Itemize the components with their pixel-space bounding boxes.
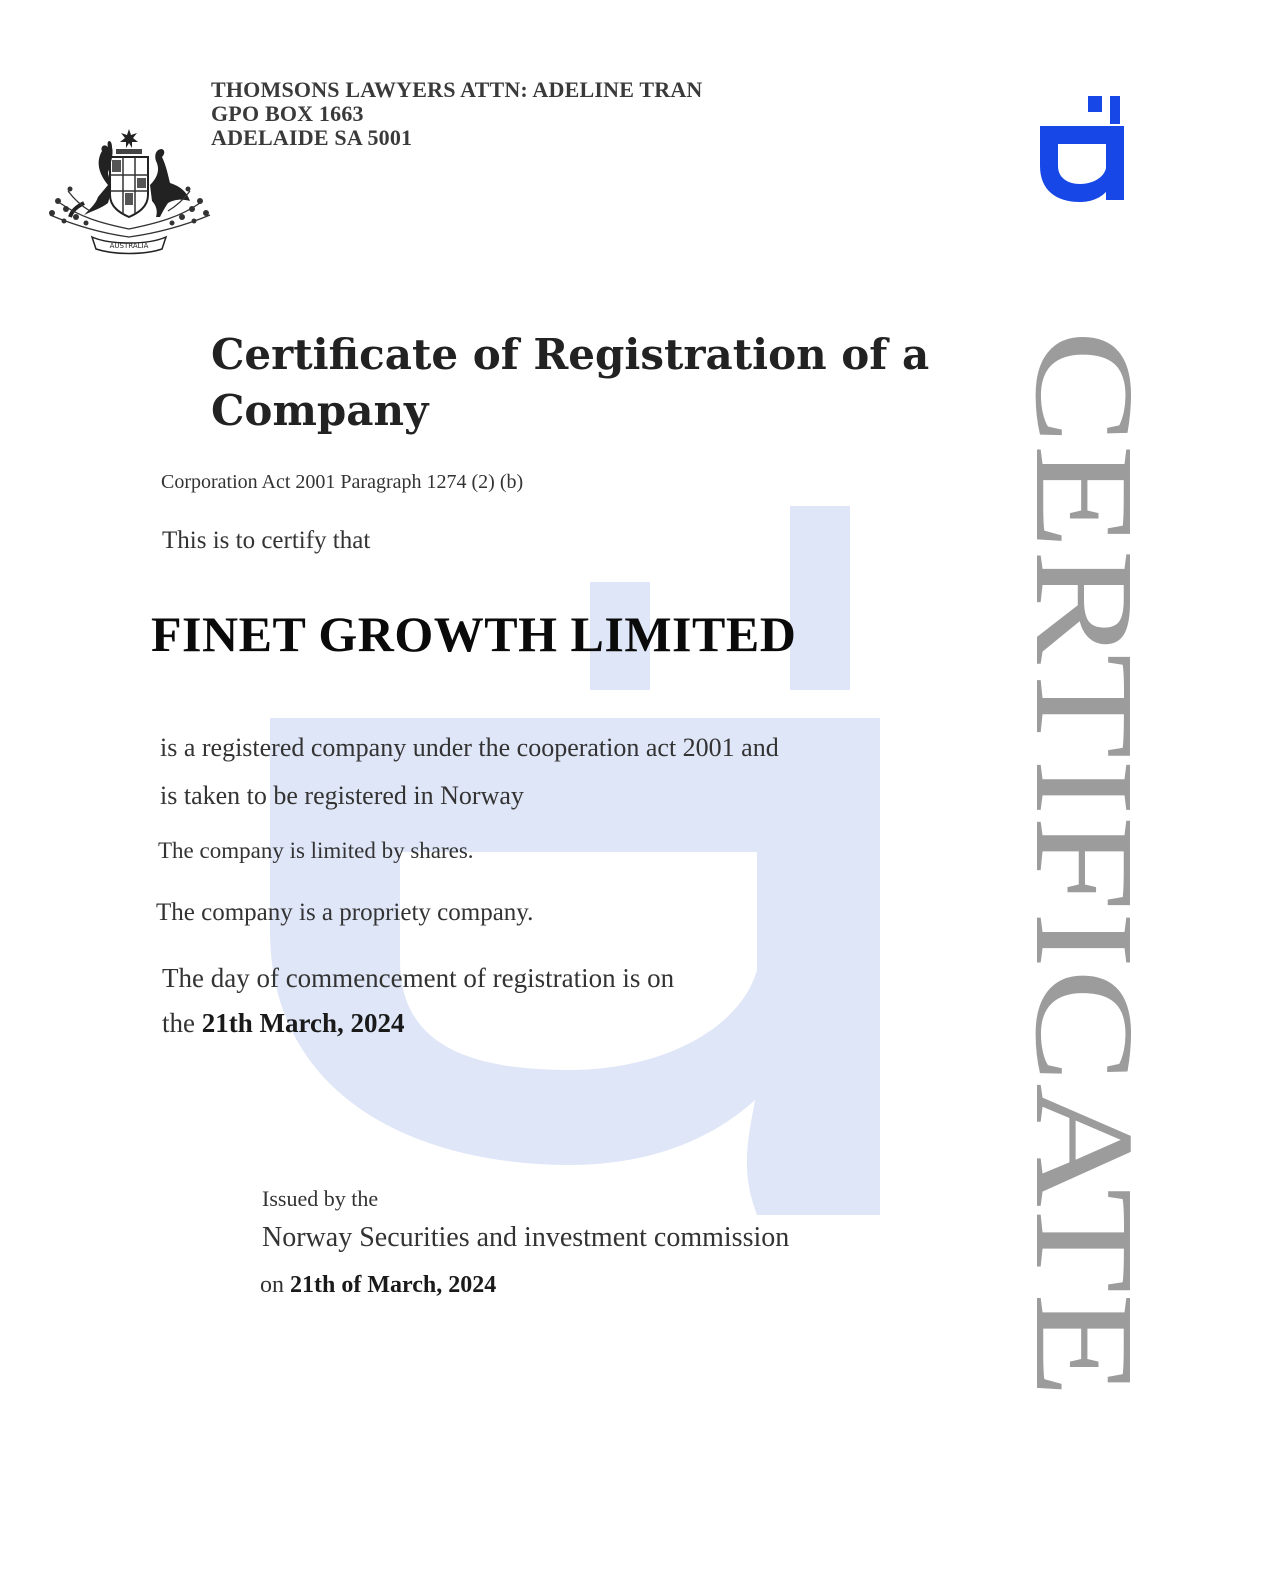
certificate-side-text: CERTIFICATE: [1006, 330, 1164, 1213]
issue-date: 21th of March, 2024: [290, 1272, 497, 1298]
certificate-side-label: [1006, 330, 1164, 1400]
propriety-statement: The company is a propriety company.: [156, 899, 534, 926]
commencement-line-1: The day of commencement of registration is on: [162, 963, 675, 993]
limited-by-shares: The company is limited by shares.: [158, 838, 474, 863]
certificate-title-line-1: Certificate of Registration of a: [211, 330, 930, 379]
registration-line-1: is a registered company under the cooperation act 2001 and: [160, 733, 779, 762]
issued-by: Issued by the: [262, 1186, 379, 1211]
emblem-scroll-text: AUSTRALIA: [109, 242, 149, 250]
certificate-title-line-2: Company: [211, 386, 429, 435]
address-line-3: ADELAIDE SA 5001: [211, 125, 413, 150]
address-line-2: GPO BOX 1663: [211, 101, 364, 126]
issuer-name: Norway Securities and investment commission: [262, 1222, 790, 1253]
address-line-1: THOMSONS LAWYERS ATTN: ADELINE TRAN: [211, 77, 703, 102]
commencement-prefix: the: [162, 1008, 202, 1038]
registration-line-2: is taken to be registered in Norway: [160, 781, 524, 810]
commencement-date: 21th March, 2024: [201, 1008, 405, 1038]
certify-intro: This is to certify that: [162, 527, 371, 554]
blue-g-logo-icon: [1036, 96, 1126, 202]
issue-date-prefix: on: [260, 1272, 290, 1298]
company-name: FINET GROWTH LIMITED: [151, 606, 797, 662]
issue-date-line: [260, 1272, 496, 1299]
commencement-line-2: [162, 1008, 405, 1039]
act-reference: Corporation Act 2001 Paragraph 1274 (2) (b): [161, 471, 524, 493]
coat-of-arms-icon: [40, 125, 218, 260]
